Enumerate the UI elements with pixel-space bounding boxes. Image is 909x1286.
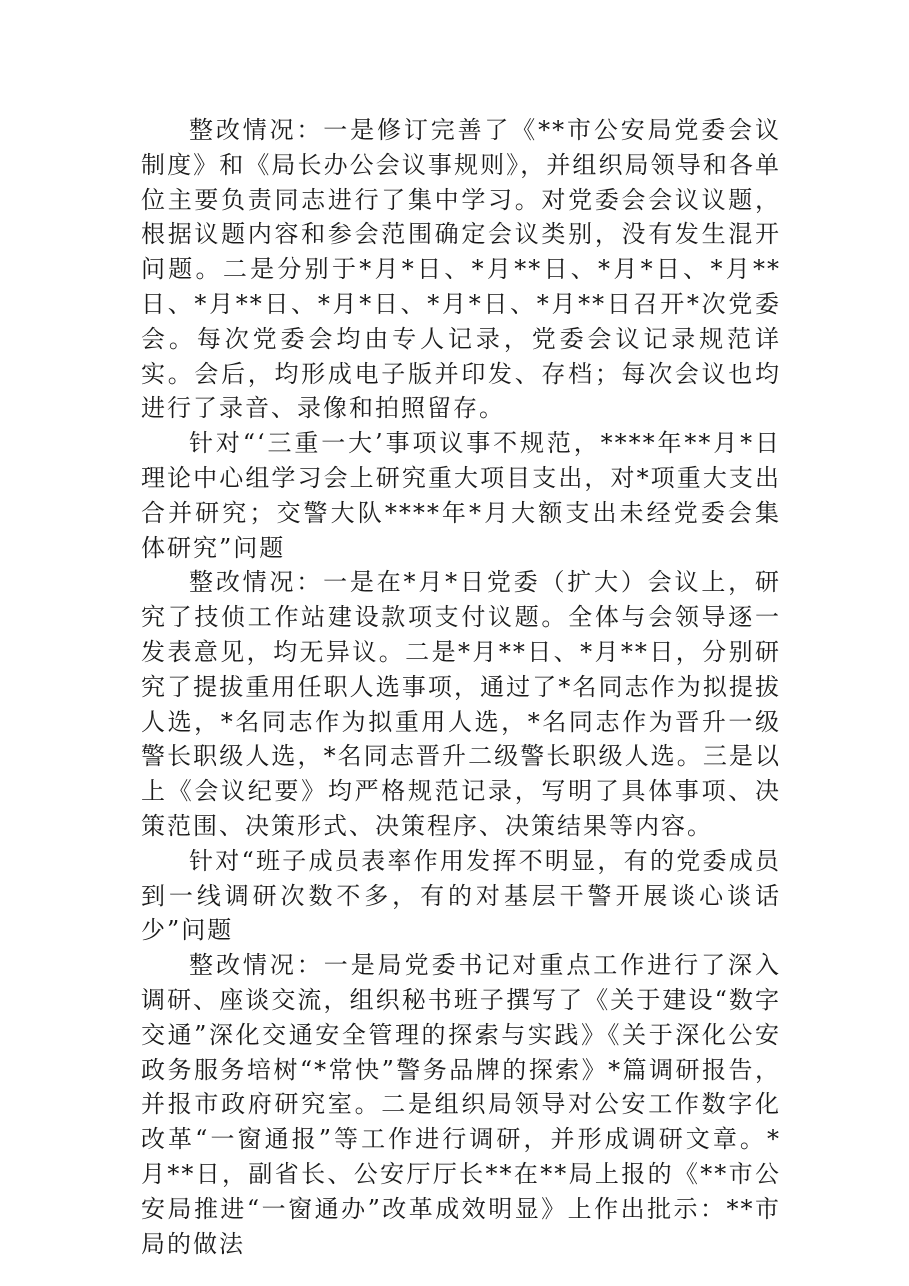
- issue-heading-paragraph-2: 针对“‘三重一大’事项议事不规范，****年**月*日理论中心组学习会上研究重大项目支出，对*项重大支出合并研究；交警大队****年*月大额支出未经党委会集体研究”问题: [141, 429, 781, 562]
- rectification-paragraph-1: 整改情况：一是修订完善了《**市公安局党委会议制度》和《局长办公会议事规则》，并组织局领导和各单位主要负责同志进行了集中学习。对党委会会议议题，根据议题内容和参会范围确定会议类别，没有发生混开问题。二是分别于*月*日、*月**日、*月*日、*月**日、*月**日、*月*日、*月*日、*月**日召开*次党委会。每次党委会均由专人记录，党委会议记录规范详实。会后，均形成电子版并印发、存档；每次会议也均进行了录音、录像和拍照留存。: [141, 116, 781, 423]
- issue-heading-paragraph-4: 针对“班子成员表率作用发挥不明显，有的党委成员到一线调研次数不多，有的对基层干警开展谈心谈话少”问题: [141, 846, 781, 945]
- rectification-paragraph-5: 整改情况：一是局党委书记对重点工作进行了深入调研、座谈交流，组织秘书班子撰写了《关于建设“数字交通”深化交通安全管理的探索与实践》《关于深化公安政务服务培树“*常快”警务品牌的探索》*篇调研报告，并报市政府研究室。二是组织局领导对公安工作数字化改革“一窗通报”等工作进行调研，并形成调研文章。*月**日，副省长、公安厅厅长**在**局上报的《**市公安局推进“一窗通办”改革成效明显》上作出批示：**市局的做法: [141, 951, 781, 1258]
- document-body: [141, 113, 781, 1261]
- rectification-paragraph-3: 整改情况：一是在*月*日党委（扩大）会议上，研究了技侦工作站建设款项支付议题。全体与会领导逐一发表意见，均无异议。二是*月**日、*月**日，分别研究了提拔重用任职人选事项，通过了*名同志作为拟提拔人选，*名同志作为拟重用人选，*名同志作为晋升一级警长职级人选，*名同志晋升二级警长职级人选。三是以上《会议纪要》均严格规范记录，写明了具体事项、决策范围、决策形式、决策程序、决策结果等内容。: [141, 568, 781, 840]
